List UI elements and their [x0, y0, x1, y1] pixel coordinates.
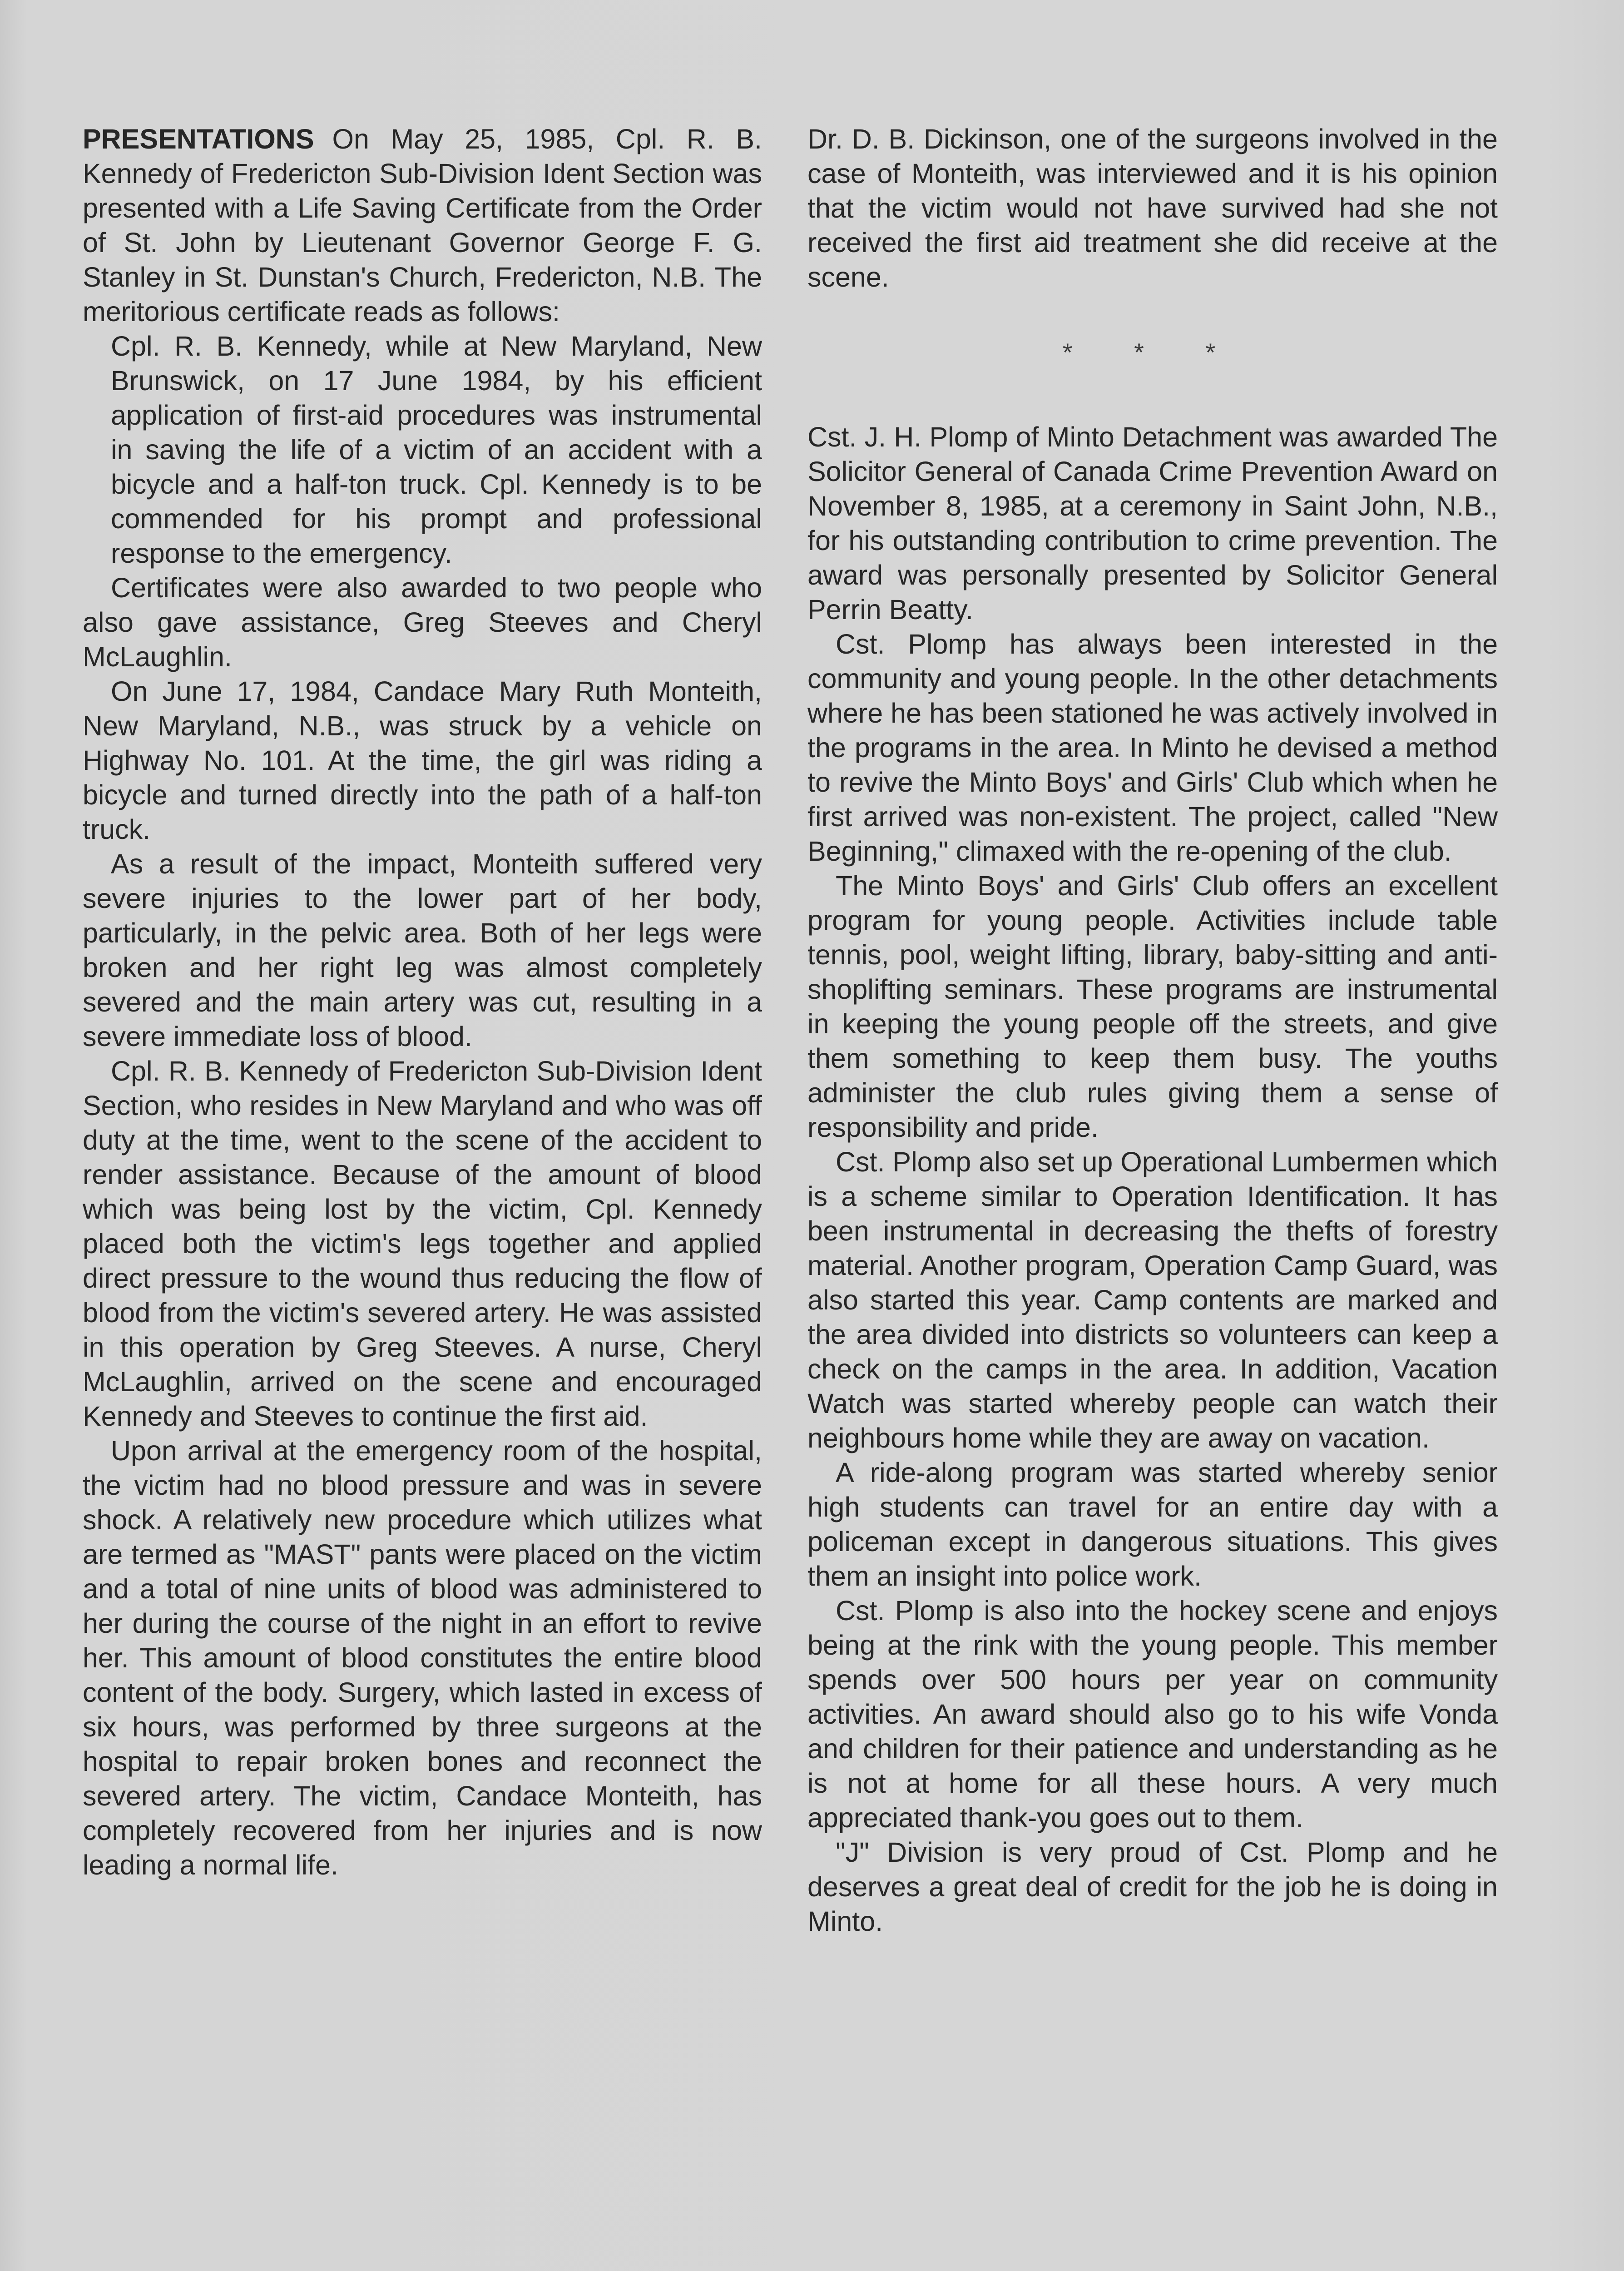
intro-paragraph	[83, 122, 762, 329]
body-paragraph: Cst. Plomp is also into the hockey scene and enjoys being at the rink with the young people. This member spends over 500 hours per year on community activities. An award should also go to his wife Vonda and children for their patience and understanding as he is not at home for all these hours. A very much appreciated thank-you goes out to them.	[807, 1595, 1498, 1833]
body-paragraph: "J" Division is very proud of Cst. Plomp and he deserves a great deal of credit for the job he is doing in Minto.	[807, 1837, 1498, 1937]
body-paragraph: Cst. Plomp also set up Operational Lumbermen which is a scheme similar to Operation Identification. It has been instrumental in decreasing the thefts of forestry material. Another program, Operation Camp Guard, was also started this year. Camp contents are marked and the area divided into districts so volunteers can keep a check on the camps in the area. In addition, Vacation Watch was started whereby people can watch their neighbours home while they are away on vacation.	[807, 1146, 1498, 1453]
body-paragraph: Cpl. R. B. Kennedy of Fredericton Sub-Division Ident Section, who resides in New Maryland and who was off duty at the time, went to the scene of the accident to render assistance. Because of the amount of blood which was being lost by the victim, Cpl. Kennedy placed both the victim's legs together and applied direct pressure to the wound thus reducing the flow of blood from the victim's severed artery. He was assisted in this operation by Greg Steeves. A nurse, Cheryl McLaughlin, arrived on the scene and encouraged Kennedy and Steeves to continue the first aid.	[83, 1056, 762, 1432]
body-paragraph: Certificates were also awarded to two people who also gave assistance, Greg Steeves and Cheryl McLaughlin.	[83, 572, 762, 672]
body-paragraph: The Minto Boys' and Girls' Club offers an excellent program for young people. Activities include table tennis, pool, weight lifting, library, baby-sitting and anti-shoplifting seminars. These programs are instrumental in keeping the young people off the streets, and give them something to keep them busy. The youths administer the club rules giving them a sense of responsibility and pride.	[807, 870, 1498, 1143]
body-paragraph: As a result of the impact, Monteith suffered very severe injuries to the lower part of her body, particularly, in the pelvic area. Both of her legs were broken and her right leg was almost completely severed and the main artery was cut, resulting in a severe immediate loss of blood.	[83, 848, 762, 1052]
section-separator: * * *	[1062, 338, 1243, 367]
body-paragraph: Cst. J. H. Plomp of Minto Detachment was awarded The Solicitor General of Canada Crime Prevention Award on November 8, 1985, at a ceremony in Saint John, N.B., for his outstanding contribution to crime prevention. The award was personally presented by Solicitor General Perrin Beatty.	[807, 421, 1498, 625]
certificate-quote: Cpl. R. B. Kennedy, while at New Maryland, New Brunswick, on 17 June 1984, by his efficient application of first-aid procedures was instrumental in saving the life of a victim of an accident with a bicycle and a half-ton truck. Cpl. Kennedy is to be commended for his prompt and professional response to the emergency.	[111, 331, 762, 569]
right-column	[807, 122, 1498, 1939]
body-paragraph: Upon arrival at the emergency room of the hospital, the victim had no blood pressure and was in severe shock. A relatively new procedure which utilizes what are termed as "MAST" pants were placed on the victim and a total of nine units of blood was administered to her during the course of the night in an effort to revive her. This amount of blood constitutes the entire blood content of the body. Surgery, which lasted in excess of six hours, was performed by three surgeons at the hospital to repair broken bones and reconnect the severed artery. The victim, Candace Monteith, has completely recovered from her injuries and is now leading a normal life.	[83, 1435, 762, 1880]
body-paragraph: Dr. D. B. Dickinson, one of the surgeons involved in the case of Monteith, was interviewed and it is his opinion that the victim would not have survived had she not received the first aid treatment she did receive at the scene.	[807, 124, 1498, 293]
section-heading: PRESENTATIONS	[83, 124, 314, 154]
left-column	[83, 122, 762, 1882]
intro-text: On May 25, 1985, Cpl. R. B. Kennedy of Fredericton Sub-Division Ident Section was presented with a Life Saving Certificate from the Order of St. John by Lieutenant Governor George F. G. Stanley in St. Dunstan's Church, Fredericton, N.B. The meritorious certificate reads as follows:	[83, 124, 762, 327]
body-paragraph: Cst. Plomp has always been interested in the community and young people. In the other detachments where he has been stationed he was actively involved in the programs in the area. In Minto he devised a method to revive the Minto Boys' and Girls' Club which when he first arrived was non-existent. The project, called "New Beginning," climaxed with the re-opening of the club.	[807, 629, 1498, 867]
body-paragraph: On June 17, 1984, Candace Mary Ruth Monteith, New Maryland, N.B., was struck by a vehicle on Highway No. 101. At the time, the girl was riding a bicycle and turned directly into the path of a half-ton truck.	[83, 676, 762, 845]
body-paragraph: A ride-along program was started whereby senior high students can travel for an entire day with a policeman except in dangerous situations. This gives them an insight into police work.	[807, 1457, 1498, 1592]
